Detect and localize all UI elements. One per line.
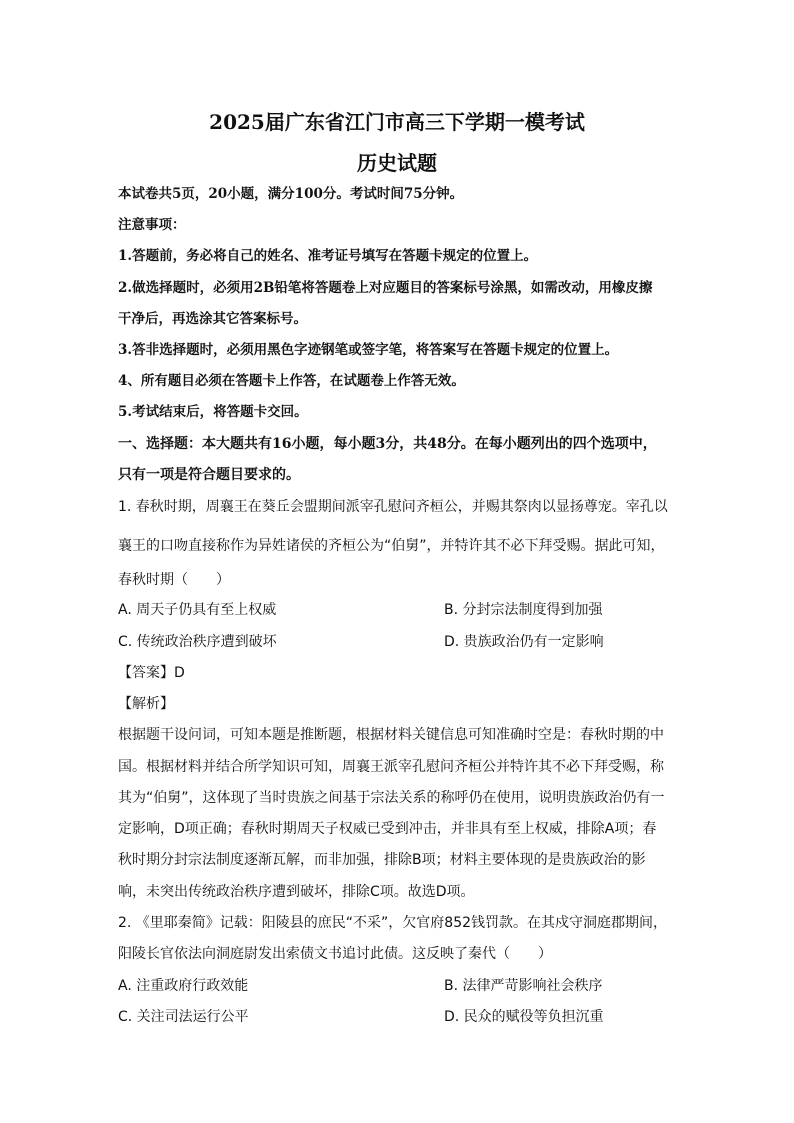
question-1-answer: 【答案】D bbox=[118, 665, 185, 681]
analysis-heading: 【解析】 bbox=[118, 696, 174, 712]
page-title: 2025届广东省江门市高三下学期一模考试 bbox=[209, 110, 585, 134]
question-2-stem: 阳陵长官依法向洞庭尉发出索债文书追讨此债。这反映了秦代（ ） bbox=[118, 946, 552, 962]
analysis-line: 其为“伯舅”，这体现了当时贵族之间基于宗法关系的称呼仍在使用，说明贵族政治仍有一 bbox=[118, 790, 665, 806]
question-1-option-d: D. 贵族政治仍有一定影响 bbox=[444, 634, 604, 650]
notice-item: 干净后，再选涂其它答案标号。 bbox=[118, 311, 307, 327]
question-1-stem: 1. 春秋时期，周襄王在葵丘会盟期间派宰孔慰问齐桓公，并赐其祭肉以显扬尊宠。宰孔以 bbox=[118, 499, 668, 515]
analysis-line: 秋时期分封宗法制度逐渐瓦解，而非加强，排除B项；材料主要体现的是贵族政治的影 bbox=[118, 852, 646, 868]
section-heading-cont: 只有一项是符合题目要求的。 bbox=[118, 467, 300, 483]
exam-summary: 本试卷共5页，20小题，满分100分。考试时间75分钟。 bbox=[118, 186, 464, 202]
analysis-line: 响，未突出传统政治秩序遭到破坏，排除C项。故选D项。 bbox=[118, 884, 475, 900]
analysis-line: 根据题干设问词，可知本题是推断题，根据材料关键信息可知准确时空是：春秋时期的中 bbox=[118, 727, 664, 743]
question-2-option-d: D. 民众的赋役等负担沉重 bbox=[444, 1009, 604, 1025]
question-2-option-c: C. 关注司法运行公平 bbox=[118, 1009, 249, 1025]
analysis-line: 定影响，D项正确；春秋时期周天子权威已受到冲击，并非具有至上权威，排除A项；春 bbox=[118, 821, 657, 837]
analysis-line: 国。根据材料并结合所学知识可知，周襄王派宰孔慰问齐桓公并特许其不必下拜受赐，称 bbox=[118, 759, 664, 775]
notice-item: 3.答非选择题时，必须用黑色字迹钢笔或签字笔，将答案写在答题卡规定的位置上。 bbox=[118, 342, 619, 358]
question-1-stem: 襄王的口吻直接称作为异姓诸侯的齐桓公为“伯舅”，并特许其不必下拜受赐。据此可知， bbox=[118, 538, 665, 554]
notice-item: 2.做选择题时，必须用2B铅笔将答题卷上对应题目的答案标号涂黑，如需改动，用橡皮擦 bbox=[118, 280, 653, 296]
question-1-option-c: C. 传统政治秩序遭到破坏 bbox=[118, 634, 277, 650]
question-2-option-a: A. 注重政府行政效能 bbox=[118, 978, 249, 994]
question-2-option-b: B. 法律严苛影响社会秩序 bbox=[444, 978, 603, 994]
section-heading: 一、选择题：本大题共有16小题，每小题3分，共48分。在每小题列出的四个选项中， bbox=[118, 436, 657, 452]
notice-item: 1.答题前，务必将自己的姓名、准考证号填写在答题卡规定的位置上。 bbox=[118, 248, 538, 264]
notice-item: 5.考试结束后，将答题卡交回。 bbox=[118, 404, 308, 420]
question-1-stem: 春秋时期（ ） bbox=[118, 572, 230, 588]
page-subtitle: 历史试题 bbox=[357, 151, 437, 175]
notice-heading: 注意事项： bbox=[118, 217, 186, 233]
question-1-option-b: B. 分封宗法制度得到加强 bbox=[444, 602, 603, 618]
question-1-option-a: A. 周天子仍具有至上权威 bbox=[118, 602, 277, 618]
notice-item: 4、所有题目必须在答题卡上作答，在试题卷上作答无效。 bbox=[118, 373, 465, 389]
question-2-stem: 2. 《里耶秦简》记载：阳陵县的庶民“不采”，欠官府852钱罚款。在其戍守洞庭郡期间， bbox=[118, 915, 668, 931]
